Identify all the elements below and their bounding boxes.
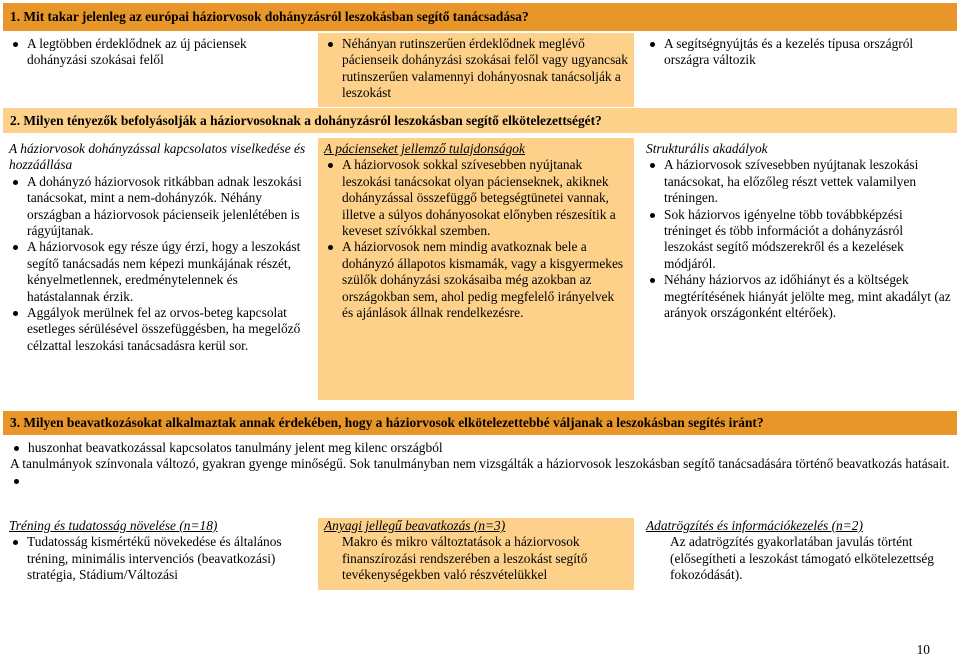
section2-col2 (318, 138, 634, 400)
list-item: A háziorvosok sokkal szívesebben nyújtanak leszokási tanácsokat olyan pácienseknek, akiknek dohányzással összefüggő betegségtünetei vannak, illetve a súlyos dohányosokat előnyben részesítik a keveset szívókkal szemben. (324, 157, 628, 239)
section2-col3 (640, 138, 957, 400)
section2-title (3, 108, 957, 133)
section3-summary (3, 440, 957, 516)
list-item: A háziorvosok szívesebben nyújtanak leszokási tanácsokat, ha előzőleg részt vettek valamilyen tréningen. (646, 157, 951, 206)
section3-col2 (318, 518, 634, 590)
list-item: A dohányzó háziorvosok ritkábban adnak leszokási tanácsokat, mint a nem-dohányzók. Néhány országban a háziorvosok pácienseik jelenlétében is rágyújtanak. (9, 174, 307, 240)
section3-paragraph: A tanulmányok színvonala változó, gyakran gyenge minőségű. Sok tanulmányban nem vizsgálták a háziorvosok leszokásban segítő tanácsadására történő beavatkozás hatásait. (10, 456, 950, 472)
list-item: Sok háziorvos igényelne több továbbképzési tréninget és több információt a dohányzásról leszokást segítő módszerekről és a kezelések módjáról. (646, 207, 951, 273)
list-item: huszonhat beavatkozással kapcsolatos tanulmány jelent meg kilenc országból (10, 440, 951, 456)
section1-title: 1. Mit takar jelenleg az európai háziorvosok dohányzásról leszokásban segítő tanácsadása? (3, 3, 957, 31)
section2-title-text: 2. Milyen tényezők befolyásolják a háziorvosoknak a dohányzásról leszokásban segítő elkötelezettségét? (10, 113, 602, 128)
list-item: Néhány háziorvos az időhiányt és a költségek megtérítésének hiányát jelölte meg, mint akadályt (az arányok országonként eltérőek). (646, 272, 951, 321)
section1-col1 (3, 33, 313, 107)
list-item-empty (10, 473, 951, 489)
section3-col2-heading: Anyagi jellegű beavatkozás (n=3) (324, 518, 506, 533)
list-item: A háziorvosok egy része úgy érzi, hogy a leszokást segítő tanácsadás nem képezi munkájának részét, kényelmetlennek, eredménytelennek és hatástalannak érzik. (9, 239, 307, 305)
list-item: A segítségnyújtás és a kezelés típusa országról országra változik (646, 36, 951, 69)
section1-col2 (318, 33, 634, 107)
section3-col1 (3, 518, 313, 590)
section2-col2-heading: A pácienseket jellemző tulajdonságok (324, 141, 525, 156)
list-item: A legtöbben érdeklődnek az új páciensek dohányzási szokásai felől (9, 36, 307, 69)
list-item: A háziorvosok nem mindig avatkoznak bele a dohányzó állapotos kismamák, vagy a kisgyermekes szülők dohányzási szokásaiba még azokban az országokban sem, ahol pedig megfelelő irányelvek és ajánlások állnak rendelkezésre. (324, 239, 628, 321)
section2-col3-heading: Strukturális akadályok (646, 141, 768, 156)
section3-col2-text: Makro és mikro változtatások a háziorvosok finanszírozási rendszerében a leszokást segítő tevékenységekben való részvételükkel (342, 534, 588, 583)
section3-col3 (640, 518, 957, 590)
section2-col1 (3, 138, 313, 400)
page-number: 10 (916, 642, 930, 657)
section2-col1-heading: A háziorvosok dohányzással kapcsolatos viselkedése és hozzáállása (9, 141, 306, 173)
list-item: Aggályok merülnek fel az orvos-beteg kapcsolat esetleges sérülésével összefüggésben, ha megelőző célzattal leszokási tanácsadásra kerül sor. (9, 305, 307, 354)
list-item: Tudatosság kismértékű növekedése és általános tréning, minimális intervenciós (beavatkozási) stratégia, Stádium/Változási (9, 534, 307, 583)
section3-col1-heading: Tréning és tudatosság növelése (n=18) (9, 518, 218, 533)
section3-col3-heading: Adatrögzítés és információkezelés (n=2) (646, 518, 863, 533)
list-item: Néhányan rutinszerűen érdeklődnek meglévő pácienseik dohányzási szokásai felől vagy ugyancsak rutinszerűen valamennyi dohányosnak tanácsolják a leszokást (324, 36, 628, 102)
section3-col3-text: Az adatrögzítés gyakorlatában javulás történt (elősegítheti a leszokást támogató elkötelezettség fokozódását). (670, 534, 934, 583)
section1-col3 (640, 33, 957, 107)
section3-title: 3. Milyen beavatkozásokat alkalmaztak annak érdekében, hogy a háziorvosok elkötelezettebbé váljanak a leszokásban segítés iránt? (3, 411, 957, 435)
